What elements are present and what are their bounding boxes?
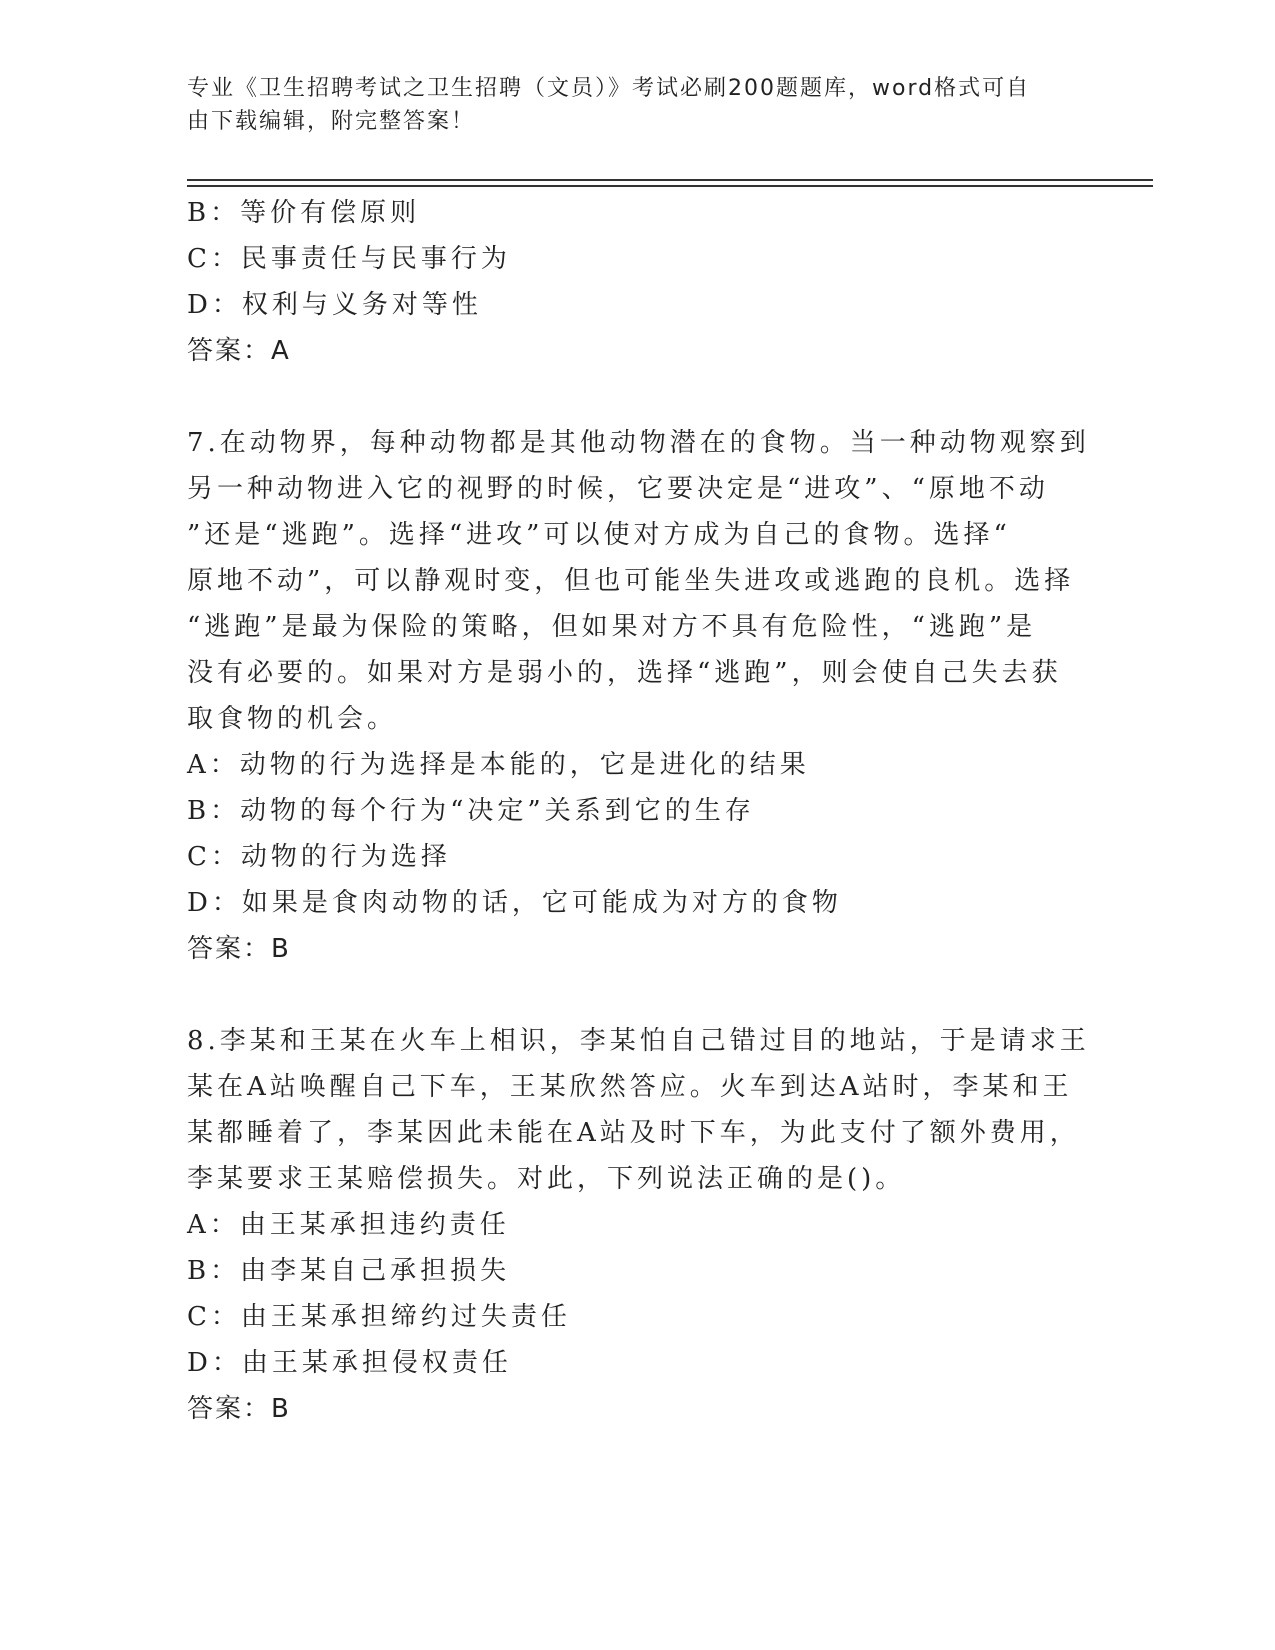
spacer [187,972,1067,1018]
question-stem-line: 某在A站唤醒自己下车，王某欣然答应。火车到达A站时，李某和王 [187,1072,1073,1102]
answer: 答案：A [187,336,291,366]
question-8 [187,1018,1090,1432]
option-b: B：等价有偿原则 [187,198,421,228]
document-header [187,72,1067,138]
header-line-2: 由下载编辑，附完整答案！ [187,109,476,134]
question-6-continued [187,190,1067,374]
option-b: B：由李某自己承担损失 [187,1256,511,1286]
option-c: C：由王某承担缔约过失责任 [187,1302,571,1332]
question-stem-line: 李某要求王某赔偿损失。对此，下列说法正确的是()。 [187,1164,906,1194]
header-line-1: 专业《卫生招聘考试之卫生招聘（文员）》考试必刷200题题库，word格式可自 [187,76,1031,101]
question-stem-line: 另一种动物进入它的视野的时候，它要决定是“进攻”、“原地不动 [187,474,1049,504]
question-stem-line: 8.李某和王某在火车上相识，李某怕自己错过目的地站，于是请求王 [187,1026,1090,1056]
header-rule-top [187,179,1153,181]
option-a: A：由王某承担违约责任 [187,1210,510,1240]
option-b: B：动物的每个行为“决定”关系到它的生存 [187,796,755,826]
option-d: D：由王某承担侵权责任 [187,1348,512,1378]
question-stem-line: 某都睡着了，李某因此未能在A站及时下车，为此支付了额外费用， [187,1118,1080,1148]
option-d: D：如果是食肉动物的话，它可能成为对方的食物 [187,888,842,918]
question-stem-line: ”还是“逃跑”。选择“进攻”可以使对方成为自己的食物。选择“ [187,520,1011,550]
option-c: C：民事责任与民事行为 [187,244,511,274]
answer: 答案：B [187,1394,291,1424]
question-stem-line: 取食物的机会。 [187,704,398,734]
question-stem-line: 没有必要的。如果对方是弱小的，选择“逃跑”，则会使自己失去获 [187,658,1062,688]
answer: 答案：B [187,934,291,964]
question-7 [187,420,1090,972]
question-stem-line: 7.在动物界，每种动物都是其他动物潜在的食物。当一种动物观察到 [187,428,1090,458]
document-body [187,190,1090,1432]
option-a: A：动物的行为选择是本能的，它是进化的结果 [187,750,810,780]
option-d: D：权利与义务对等性 [187,290,482,320]
option-c: C：动物的行为选择 [187,842,451,872]
question-stem-line: 原地不动”，可以静观时变，但也可能坐失进攻或逃跑的良机。选择 [187,566,1075,596]
spacer [187,374,1067,420]
question-stem-line: “逃跑”是最为保险的策略，但如果对方不具有危险性，“逃跑”是 [187,612,1037,642]
header-rule-bottom [187,185,1153,187]
